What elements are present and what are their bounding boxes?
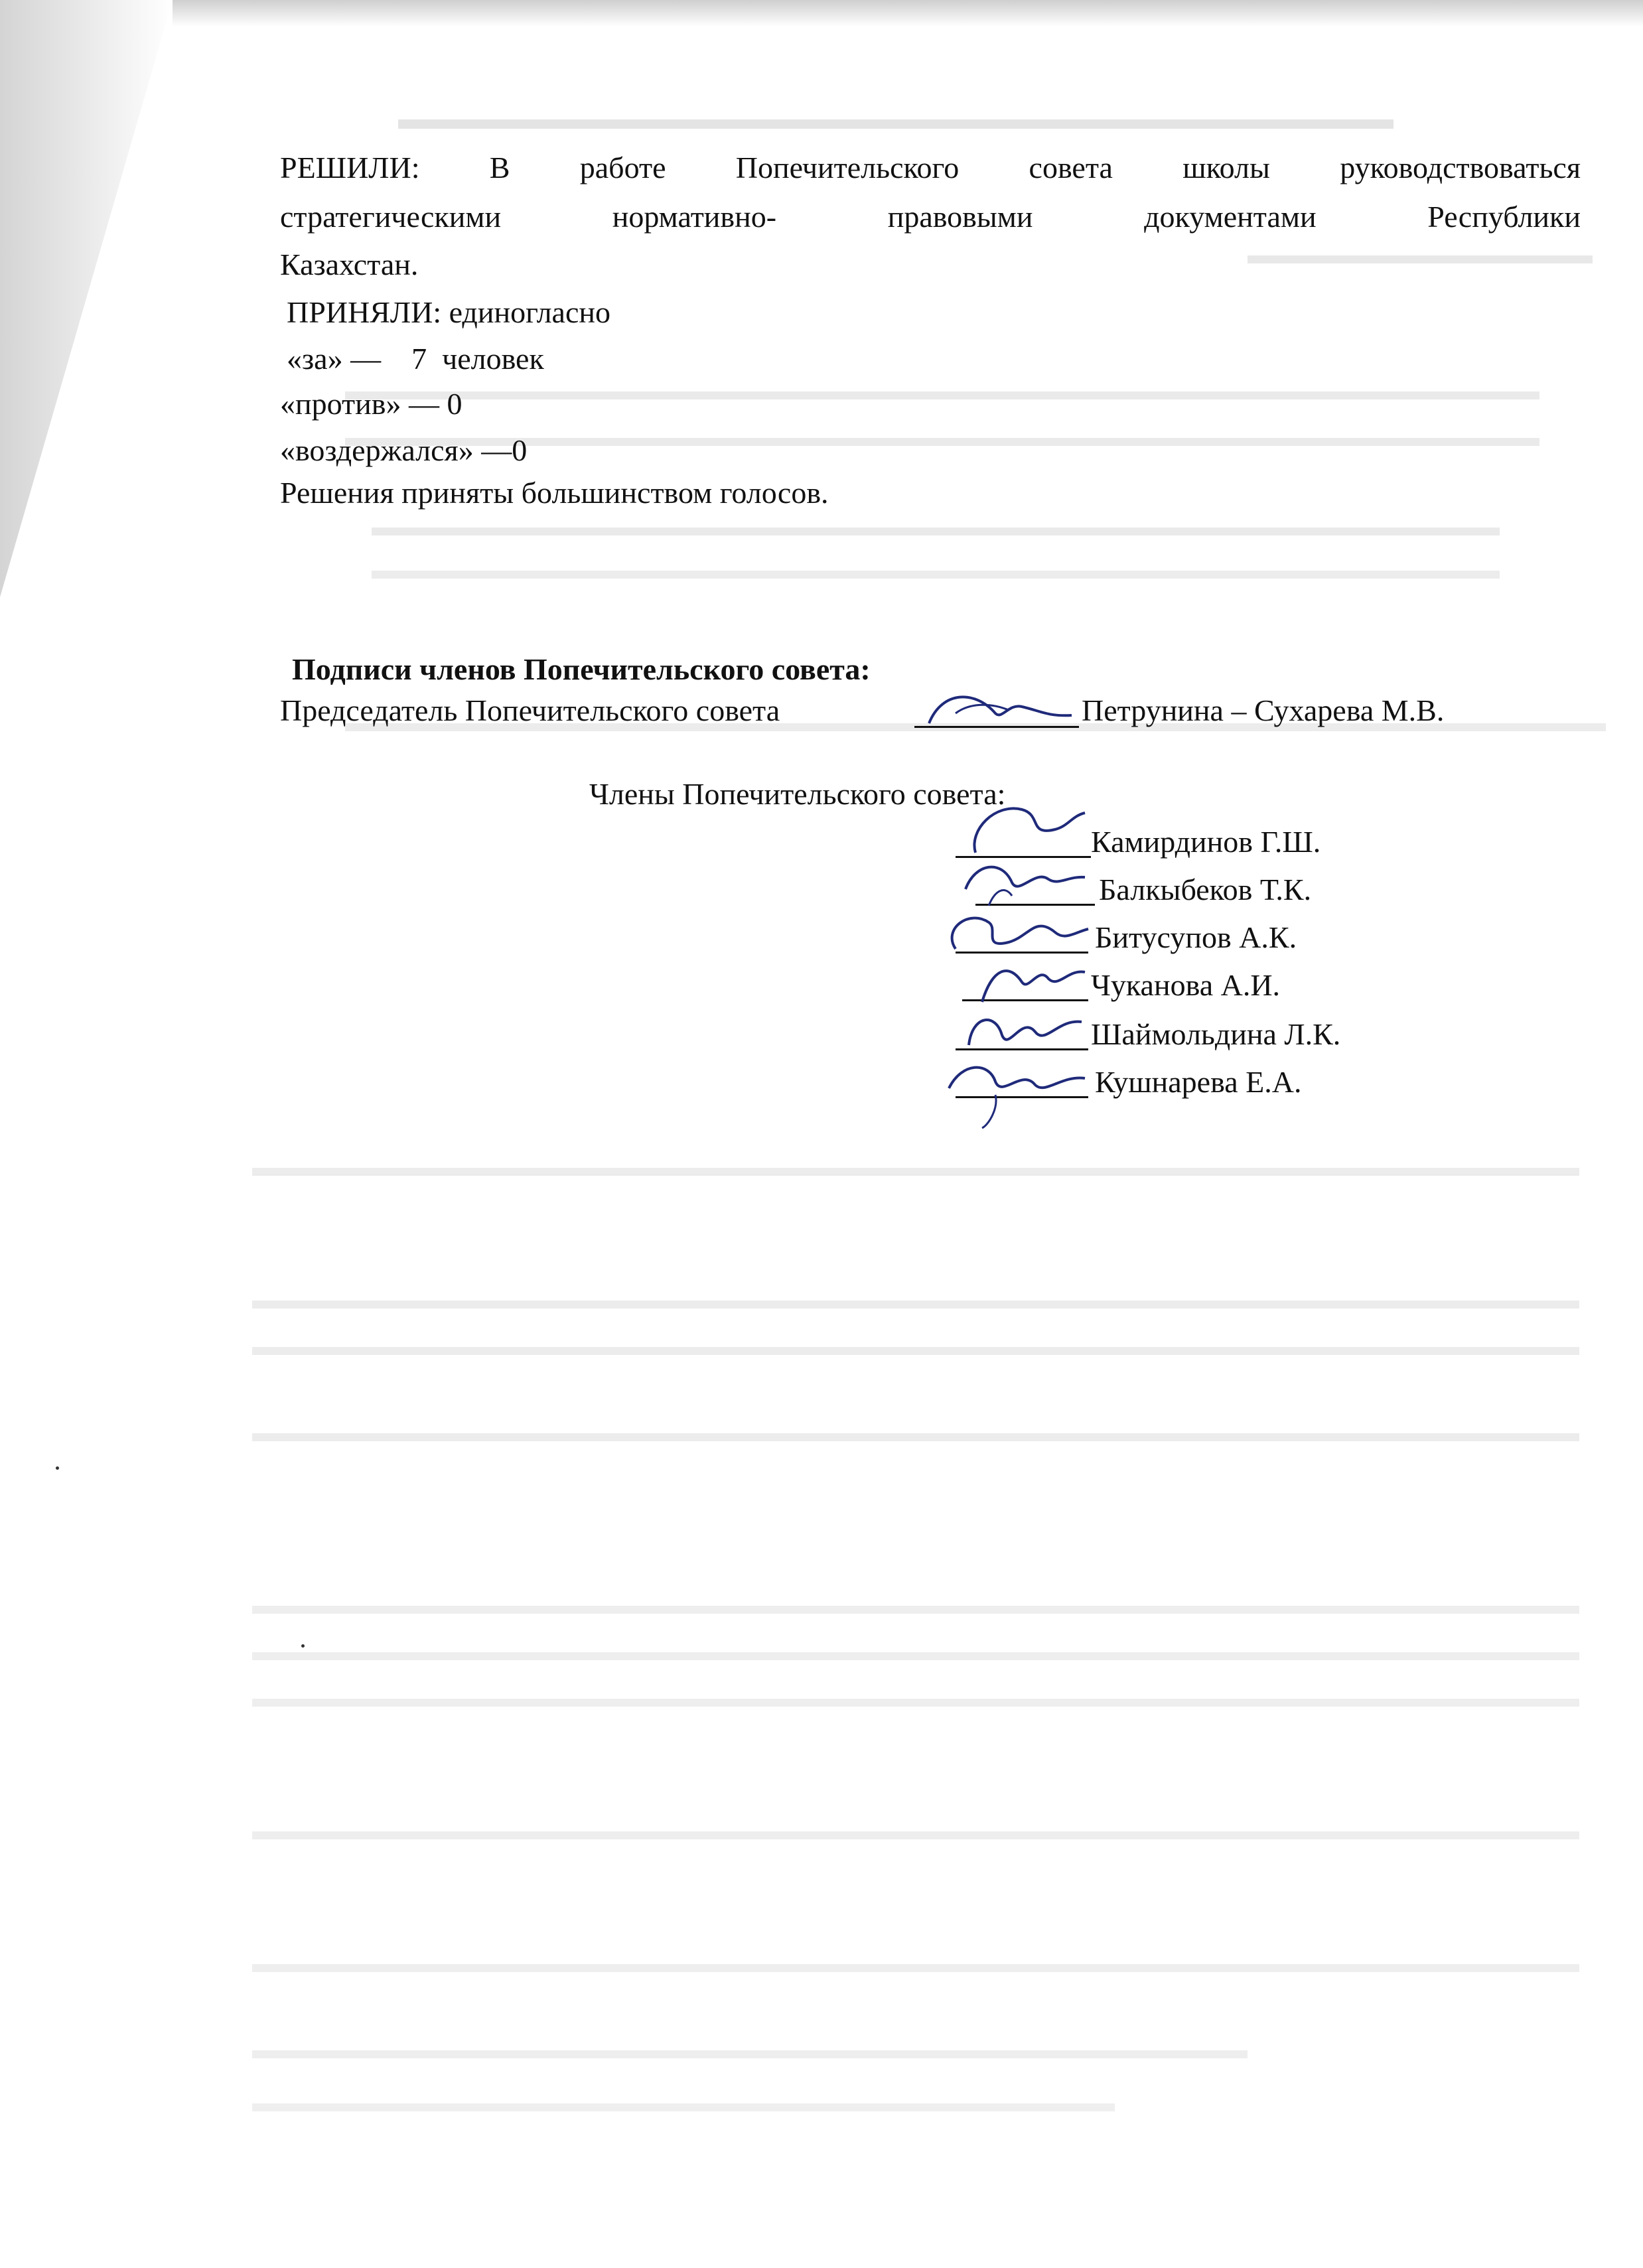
scan-speck [56,1466,59,1470]
decision-line-3: Казахстан. [280,248,419,281]
vote-accepted: ПРИНЯЛИ: единогласно [287,295,611,329]
member-name: Чуканова А.И. [1091,968,1281,1002]
member-name: Камирдинов Г.Ш. [1091,825,1321,859]
vote-for: «за» — 7 человек [287,342,544,376]
vote-result: Решения приняты большинством голосов. [280,476,829,510]
member-name: Кушнарева Е.А. [1095,1065,1302,1099]
scan-shadow-top [173,0,1643,27]
vote-abstained: «воздержался» —0 [280,433,528,467]
member-name: Шаймольдина Л.К. [1091,1017,1341,1051]
vote-against: «против» — 0 [280,387,463,421]
signatures-heading: Подписи членов Попечительского совета: [292,652,871,686]
chair-name: Петрунина – Сухарева М.В. [1082,693,1445,727]
member-name: Балкыбеков Т.К. [1099,873,1312,906]
members-label: Члены Попечительского совета: [589,777,1006,811]
chair-label: Председатель Попечительского совета [280,693,780,727]
scan-shadow-left [0,0,173,597]
member-name: Битусупов А.К. [1095,920,1297,954]
scan-speck [301,1644,305,1648]
decision-line-1: РЕШИЛИ: В работе Попечительского совета школы руководствоваться [280,151,1581,184]
member-signature [936,1035,1095,1135]
chair-signature [916,677,1082,737]
decision-line-2: стратегическими нормативно- правовыми документами Республики [280,200,1581,234]
